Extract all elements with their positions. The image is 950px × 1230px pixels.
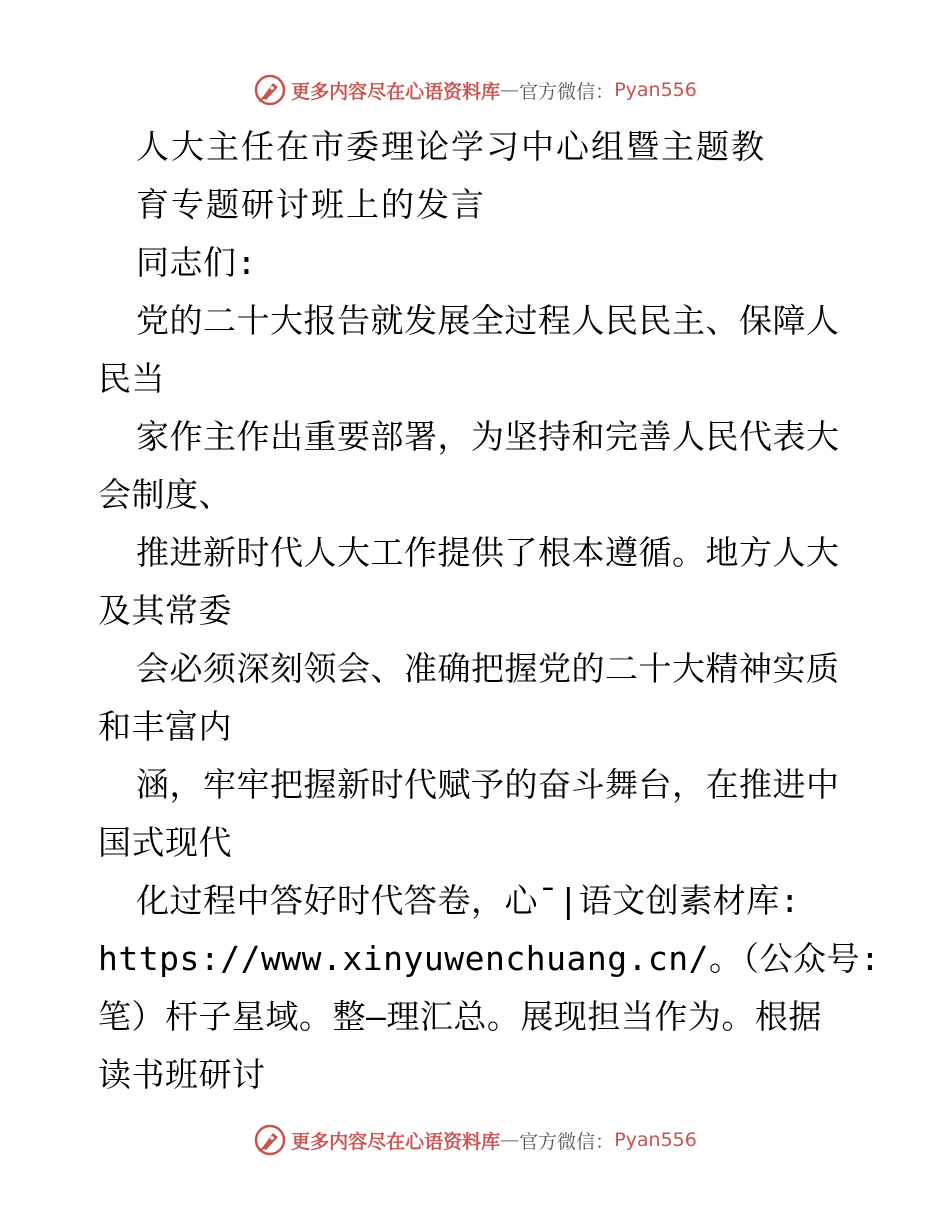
paragraph-line: 涵，牢牢把握新时代赋予的奋斗舞台，在推进中 xyxy=(136,765,840,804)
paragraph-line: 笔）杆子星域。整—理汇总。展现担当作为。根据 xyxy=(98,997,822,1036)
paragraph-line: 及其常委 xyxy=(98,591,232,630)
banner-separator: — xyxy=(500,1129,520,1151)
banner-brand: 更多内容尽在心语资料库 xyxy=(291,1130,501,1153)
header-banner xyxy=(0,70,950,110)
document-title-line-2: 育专题研讨班上的发言 xyxy=(136,185,486,224)
salutation: 同志们: xyxy=(136,243,257,282)
banner-wechat-id: Pyan556 xyxy=(614,1129,697,1151)
paragraph-line: 国式现代 xyxy=(98,823,232,862)
banner-wechat-label: 官方微信： xyxy=(519,80,615,103)
document-title-line-1: 人大主任在市委理论学习中心组暨主题教 xyxy=(136,127,766,166)
banner-wechat-id: Pyan556 xyxy=(614,79,697,101)
paragraph-line: 党的二十大报告就发展全过程人民民主、保障人 xyxy=(136,301,840,340)
banner-brand: 更多内容尽在心语资料库 xyxy=(291,80,501,103)
paragraph-line: 推进新时代人大工作提供了根本遵循。地方人大 xyxy=(136,533,840,572)
paragraph-line: 和丰富内 xyxy=(98,707,232,746)
paragraph-line: 民当 xyxy=(98,359,165,398)
paragraph-line: 家作主作出重要部署，为坚持和完善人民代表大 xyxy=(136,417,840,456)
document-body xyxy=(98,118,881,1104)
paragraph-line: 读书班研讨 xyxy=(98,1055,266,1094)
banner-wechat-label: 官方微信： xyxy=(519,1130,615,1153)
paragraph-line: 会必须深刻领会、准确把握党的二十大精神实质 xyxy=(136,649,840,688)
paragraph-line-url: https://www.xinyuwenchuang.cn/。（公众号: xyxy=(98,939,881,978)
footer-banner xyxy=(0,1120,950,1160)
pen-nib-logo-icon xyxy=(253,1123,287,1157)
banner-separator: — xyxy=(500,79,520,101)
paragraph-line: 会制度、 xyxy=(98,475,232,514)
pen-nib-logo-icon xyxy=(253,73,287,107)
paragraph-line: 化过程中答好时代答卷，心¯|语文创素材库: xyxy=(136,881,801,920)
